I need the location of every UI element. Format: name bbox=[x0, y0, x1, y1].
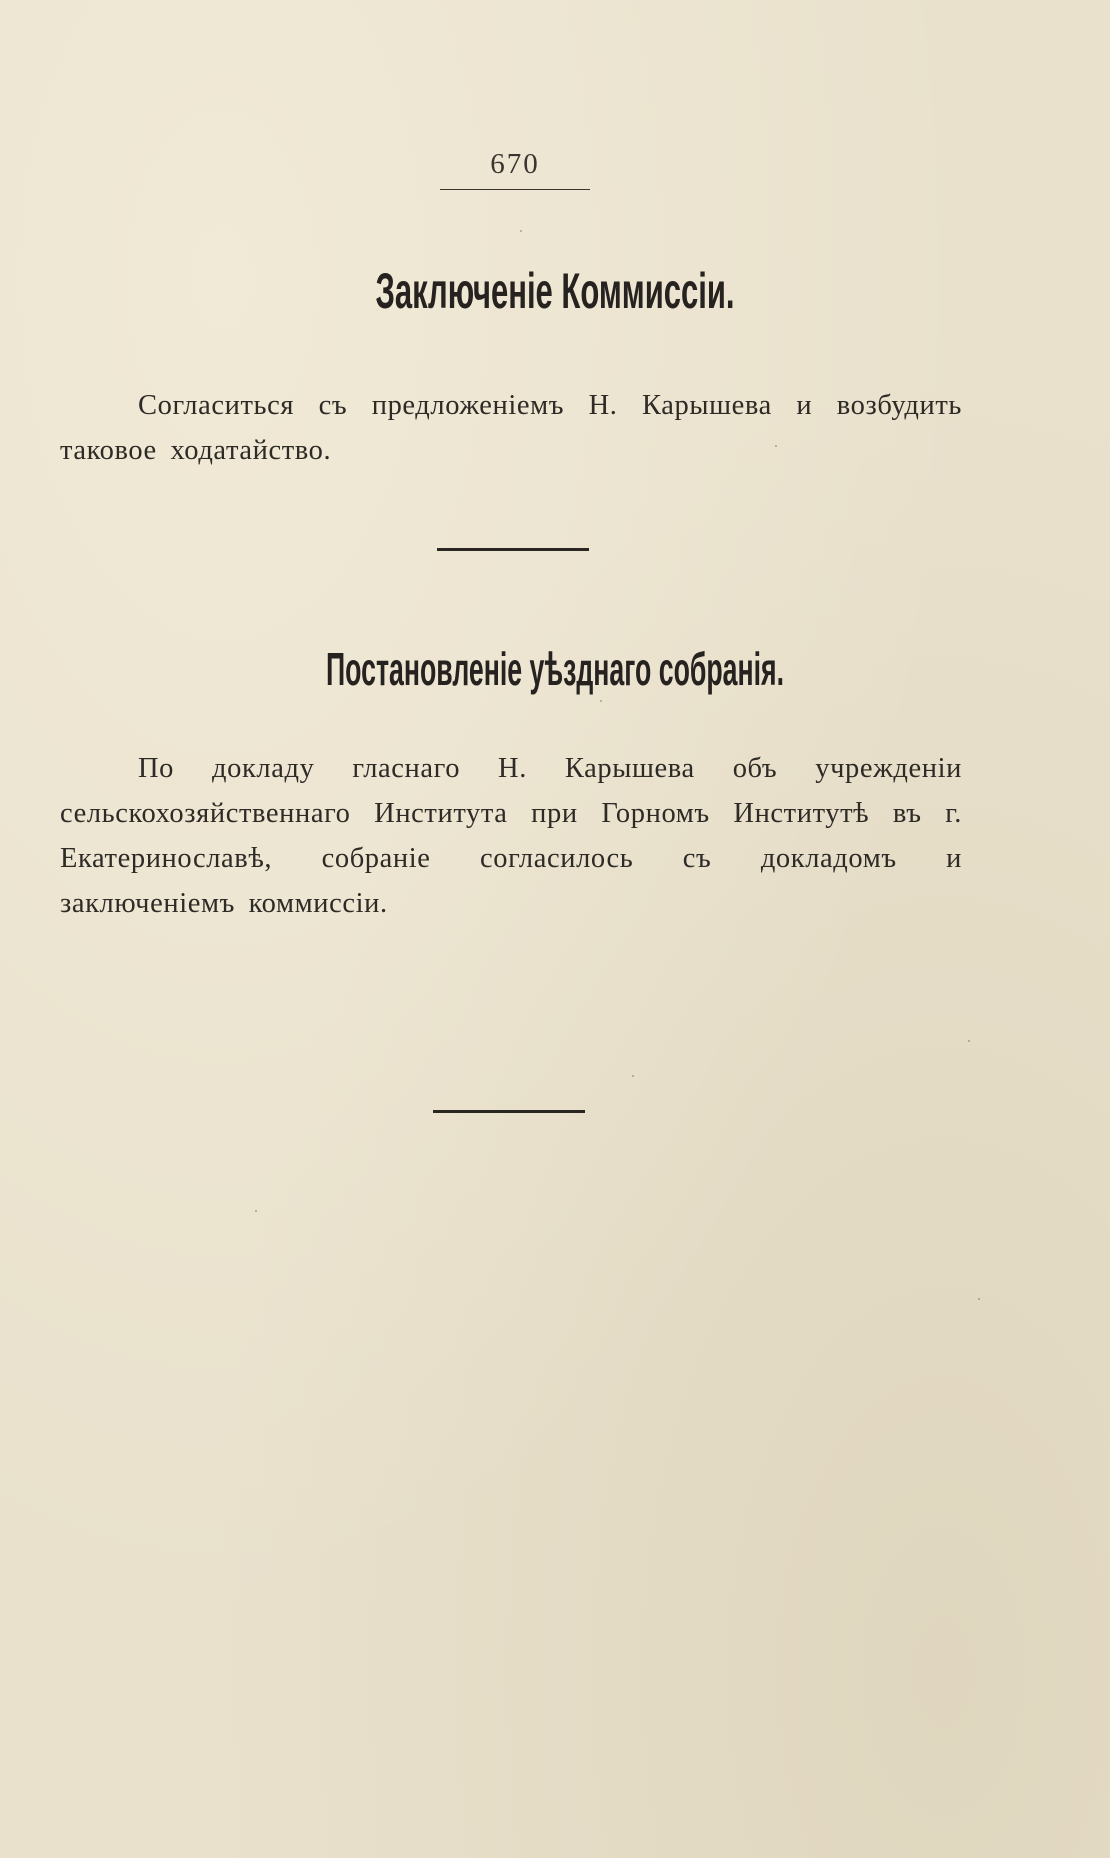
paper-speck bbox=[978, 1298, 980, 1300]
page-number: 670 bbox=[490, 148, 540, 180]
paper-speck bbox=[775, 445, 777, 447]
end-divider bbox=[433, 1110, 585, 1113]
assembly-resolution-text: По докладу гласнаго Н. Карышева объ учрежденіи сельскохозяйственнаго Института при Горномъ Институтѣ въ г. Екатеринославѣ, собраніе согласилось съ докладомъ и заключеніемъ коммиссіи. bbox=[60, 753, 962, 919]
section-divider bbox=[437, 548, 589, 551]
commission-conclusion-heading: Заключеніе Коммиссіи. bbox=[375, 263, 735, 319]
paper-speck bbox=[600, 700, 602, 702]
paper-speck bbox=[968, 1040, 970, 1042]
paper-speck bbox=[632, 1075, 634, 1077]
page-number-underline bbox=[440, 189, 590, 190]
commission-conclusion-text: Согласиться съ предложеніемъ Н. Карышева и возбудить таковое ходатайство. bbox=[60, 390, 962, 466]
assembly-resolution-heading: Постановленіе уѣзднаго собранія. bbox=[325, 643, 785, 695]
paper-speck bbox=[255, 1210, 257, 1212]
paper-speck bbox=[520, 230, 522, 232]
